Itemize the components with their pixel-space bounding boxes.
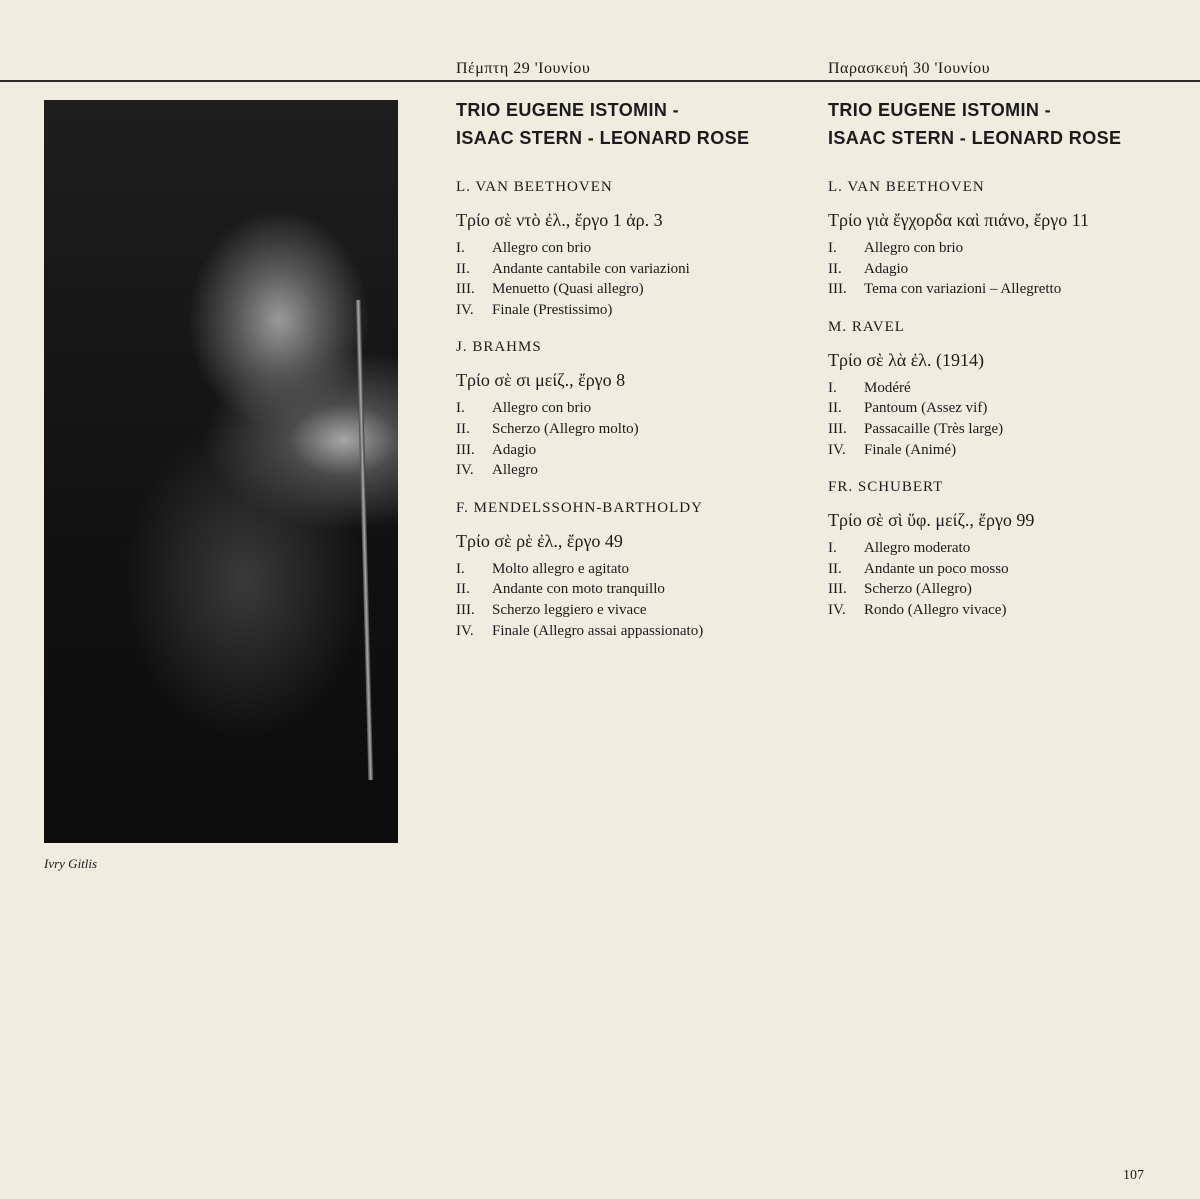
program-piece	[456, 176, 816, 320]
movement-title: Allegro con brio	[492, 240, 592, 256]
movement-title: Modéré	[864, 379, 911, 396]
movement-number: IV.	[828, 601, 846, 618]
movement-number: III.	[456, 601, 475, 618]
movement-item	[456, 600, 816, 621]
movement-item	[456, 419, 816, 440]
movement-item	[456, 279, 816, 300]
movement-item	[828, 419, 1188, 440]
photo-caption: Ivry Gitlis	[44, 856, 98, 871]
movement-item	[828, 279, 1188, 300]
movement-title: Andante con moto tranquillo	[492, 581, 665, 598]
movement-item	[456, 259, 816, 280]
movement-number: III.	[828, 581, 847, 598]
movement-item	[456, 559, 816, 580]
movement-item	[456, 621, 816, 642]
movement-title: Scherzo (Allegro molto)	[492, 420, 639, 437]
work-title: Τρίο σὲ σι μείζ., ἔργο 8	[456, 370, 626, 391]
movement-item	[828, 579, 1188, 600]
composer-name: M. RAVEL	[828, 318, 905, 335]
movement-number: III.	[828, 420, 847, 437]
work-title: Τρίο σὲ σὶ ὕφ. μείζ., ἔργο 99	[828, 510, 1035, 531]
movement-number: I.	[456, 560, 465, 577]
movement-title: Allegro con brio	[864, 240, 964, 256]
movement-title: Finale (Allegro assai appassionato)	[492, 622, 704, 639]
movement-number: I.	[828, 240, 837, 256]
movement-item	[828, 238, 1188, 259]
work-title: Τρίο σὲ ρὲ ἐλ., ἔργο 49	[456, 530, 623, 551]
movement-number: III.	[828, 281, 847, 298]
program-piece	[456, 336, 816, 480]
performers-line: ISAAC STERN - LEONARD ROSE	[456, 128, 750, 148]
movement-title: Tema con variazioni – Allegretto	[864, 281, 1062, 298]
movement-title: Finale (Animé)	[864, 441, 957, 458]
movement-title: Allegro moderato	[864, 540, 971, 557]
right-performers	[828, 96, 1188, 152]
movement-item	[456, 460, 816, 481]
movement-item	[828, 259, 1188, 280]
movement-item	[456, 579, 816, 600]
movement-number: II.	[456, 581, 470, 598]
movement-number: III.	[456, 281, 475, 298]
program-piece	[828, 176, 1188, 300]
movement-title: Scherzo (Allegro)	[864, 581, 972, 598]
movement-title: Rondo (Allegro vivace)	[864, 601, 1007, 618]
movement-number: I.	[456, 400, 465, 417]
movement-number: I.	[828, 540, 837, 557]
movement-number: II.	[828, 260, 842, 277]
program-piece	[828, 316, 1188, 460]
left-performers	[456, 96, 816, 152]
program-piece	[828, 476, 1188, 620]
right-date: Παρασκευή 30 'Ιουνίου	[828, 60, 991, 77]
composer-name: J. BRAHMS	[456, 339, 542, 356]
movement-number: II.	[828, 400, 842, 417]
movement-title: Molto allegro e agitato	[492, 560, 630, 577]
movement-title: Scherzo leggiero e vivace	[492, 601, 647, 618]
composer-name: L. VAN BEETHOVEN	[456, 179, 613, 195]
composer-name: L. VAN BEETHOVEN	[828, 179, 985, 195]
movement-title: Andante cantabile con variazioni	[492, 260, 690, 277]
left-date: Πέμπτη 29 'Ιουνίου	[456, 60, 591, 77]
movement-item	[456, 300, 816, 321]
movement-item	[828, 398, 1188, 419]
movement-number: III.	[456, 441, 475, 458]
violin-bow	[356, 300, 374, 780]
movement-title: Finale (Prestissimo)	[492, 301, 613, 318]
page-number: 107	[1123, 1168, 1144, 1183]
movement-title: Adagio	[864, 260, 909, 277]
movement-item	[456, 238, 816, 259]
movement-item	[456, 398, 816, 419]
program-piece	[456, 497, 816, 641]
movement-title: Allegro	[492, 462, 538, 479]
movement-number: IV.	[828, 441, 846, 458]
movement-number: IV.	[456, 462, 474, 479]
movement-number: I.	[456, 240, 465, 256]
movement-item	[828, 538, 1188, 559]
performers-line: TRIO EUGENE ISTOMIN -	[828, 100, 1052, 120]
movement-number: IV.	[456, 301, 474, 318]
movement-item	[828, 600, 1188, 621]
violinist-photo	[44, 100, 398, 843]
composer-name: F. MENDELSSOHN-BARTHOLDY	[456, 499, 703, 516]
movement-item	[828, 378, 1188, 399]
left-program	[456, 96, 816, 657]
work-title: Τρίο γιὰ ἔγχορδα καὶ πιάνο, ἔργο 11	[828, 210, 1090, 230]
movement-item	[828, 440, 1188, 461]
performers-line: ISAAC STERN - LEONARD ROSE	[828, 128, 1122, 148]
right-program	[828, 96, 1188, 637]
movement-title: Passacaille (Très large)	[864, 420, 1004, 437]
work-title: Τρίο σὲ ντὸ ἐλ., ἔργο 1 ἀρ. 3	[456, 210, 663, 230]
work-title: Τρίο σὲ λὰ ἐλ. (1914)	[828, 349, 985, 370]
movement-title: Andante un poco mosso	[864, 560, 1009, 577]
movement-number: II.	[456, 420, 470, 437]
movement-number: II.	[828, 560, 842, 577]
movement-item	[828, 559, 1188, 580]
movement-item	[456, 440, 816, 461]
header-rule	[0, 80, 1200, 82]
movement-number: IV.	[456, 622, 474, 639]
movement-title: Adagio	[492, 441, 537, 458]
movement-title: Pantoum (Assez vif)	[864, 400, 988, 417]
movement-number: II.	[456, 260, 470, 277]
movement-number: I.	[828, 379, 837, 396]
movement-title: Allegro con brio	[492, 400, 592, 417]
composer-name: FR. SCHUBERT	[828, 479, 944, 496]
movement-title: Menuetto (Quasi allegro)	[492, 281, 644, 298]
performers-line: TRIO EUGENE ISTOMIN -	[456, 100, 680, 120]
